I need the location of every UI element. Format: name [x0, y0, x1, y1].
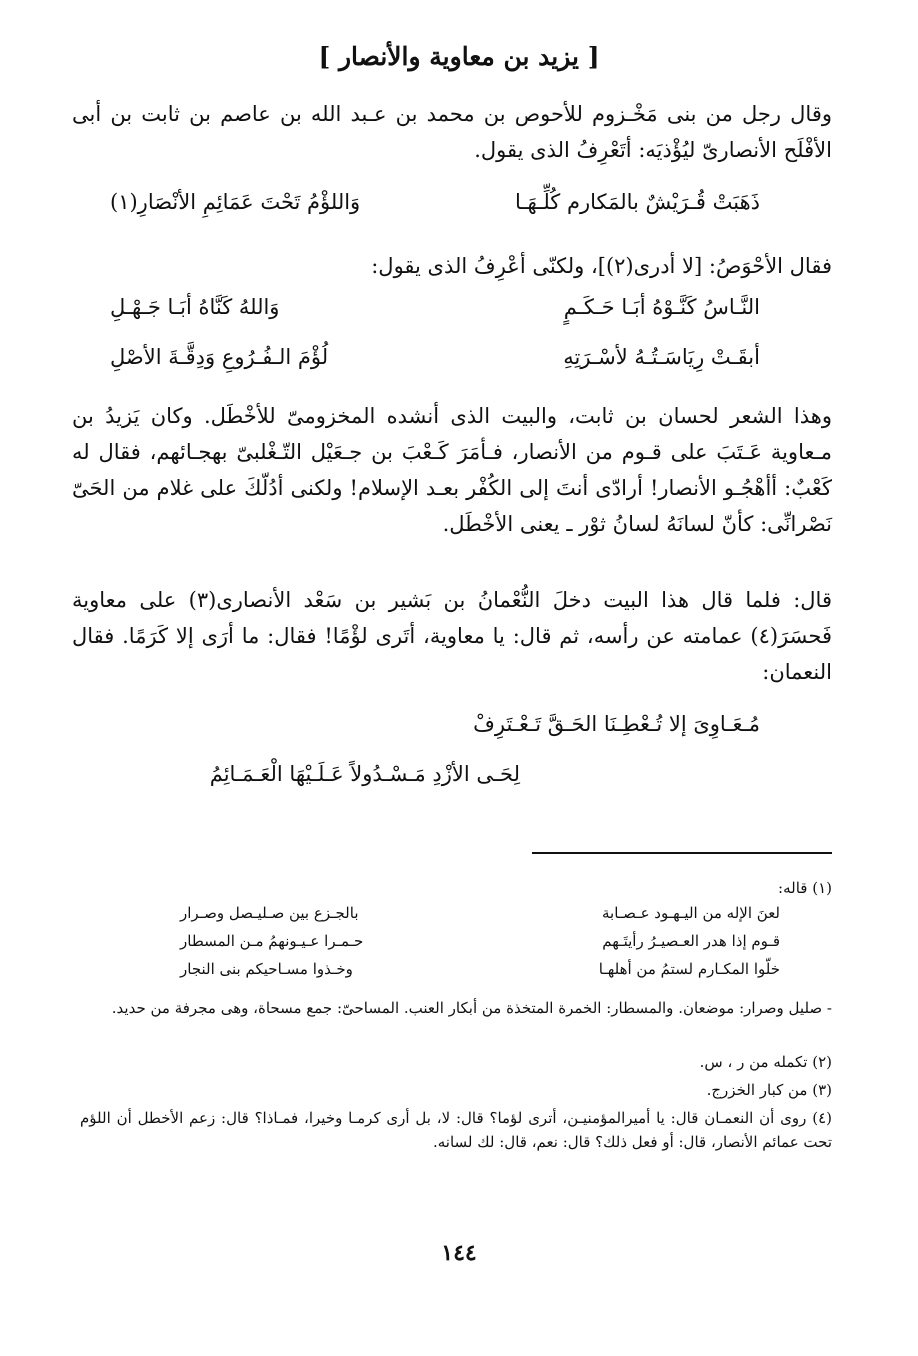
verse-5-second-hemistich: لِحَـى الأزْدِ مَـسْـدُولاً عَـلَـيْهَا الْعَـمَـائِمُ [209, 762, 520, 786]
footnote-1-intro: (١) قاله: [778, 879, 832, 897]
footnote-3: (٣) من كبار الخزرج. [706, 1081, 832, 1099]
footnote-verse-3 [180, 960, 780, 984]
page-number: ١٤٤ [441, 1240, 477, 1266]
footnote-verse-2 [180, 932, 780, 956]
footnote-verse-1-second: بالجـزع بين صـليـصل وصـرار [180, 904, 359, 922]
footnote-verse-2-first: قـوم إذا هدر العـصيـرُ رأيتَـهم [602, 932, 780, 950]
footnote-divider [532, 852, 832, 854]
footnote-verse-3-second: وخـذوا مسـاحيكم بنى النجار [180, 960, 353, 978]
verse-3 [110, 345, 760, 385]
verse-4-first-hemistich: مُـعَـاوِىَ إلا تُـعْطِـنَا الحَـقَّ تَـعْـتَرِفْ [473, 712, 760, 736]
paragraph-2: وهذا الشعر لحسان بن ثابت، والبيت الذى أنشده المخزومىّ للأخْطَل. وكان يَزيدُ بن مـعاوية عَـتَبَ على قـوم من الأنصار، فـأمَرَ كَـعْبَ بن جـعَيْل التّـغْلبىّ بهجـائهم، فقال له كَعْبٌ: أأهْجُـو الأنصار! أرادّى أنتَ إلى الكُفْر بعـد الإسلام! ولكنى أدُلّكَ على غلام من الحَىّ نَصْرانِّى: كأنّ لسانَهُ لسانُ ثوْر ـ يعنى الأخْطَل. [72, 404, 832, 536]
footnote-1-note: - صليل وصرار: موضعان. والمسطار: الخمرة المتخذة من أبكار العنب. المساحىّ: جمع مسحاة، وهى مجرفة من حديد. [111, 999, 832, 1017]
verse-3-first-hemistich: أبقَـتْ رِيَاسَـتُـهُ لأسْـرَتِهِ [563, 345, 760, 369]
footnote-verse-1-first: لعنَ الإله من اليـهـود عـصـابة [601, 904, 780, 922]
verse-5 [110, 762, 760, 802]
verse-1-first-hemistich: ذَهَبَتْ قُـرَيْشٌ بالمَكارم كُلِّـهَـا [514, 190, 760, 214]
verse-1-second-hemistich: وَاللؤْمُ تَحْتَ عَمَائِمِ الأنْصَارِ(١) [110, 190, 361, 214]
footnote-2: (٢) تكمله من ر ، س. [699, 1053, 832, 1071]
verse-2 [110, 295, 760, 335]
verse-4 [110, 712, 760, 752]
footnote-4: (٤) روى أن النعمـان قال: يا أميرالمؤمنيـن، أترى لؤما؟ قال: لا، بل أرى كرمـا وخيرا، فمـاذا؟ قال: زعم الأخطل أن اللؤم تحت عمائم الأنصار، قال: أو فعل ذلك؟ قال: نعم، قال: لك لسانه. [80, 1109, 833, 1151]
paragraph-3: قال: فلما قال هذا البيت دخلَ النُّعْمانُ بن بَشير بن سَعْد الأنصارى(٣) على معاوية فَحسَرَ(٤) عمامته عن رأسه، ثم قال: يا معاوية، أتَرى لؤْمًا! فقال: ما أرَى إلا كَرَمًا. فقال النعمان: [72, 588, 832, 684]
paragraph-1: وقال رجل من بنى مَخْـزوم للأحوص بن محمد بن عـبد الله بن عاصم بن ثابت بن أبى الأفْلَح الأنصارىّ ليُؤْذيَه: أتَعْرِفُ الذى يقول. [72, 102, 832, 162]
paragraph-ahwas-reply: فقال الأحْوَصُ: [لا أدرى(٢)]، ولكنّى أعْرِفُ الذى يقول: [371, 254, 832, 278]
footnote-verse-1 [180, 904, 780, 928]
verse-3-second-hemistich: لُؤْمَ الـفُـرُوعِ وَدِقَّـةَ الأصْلِ [110, 345, 329, 369]
footnote-verse-2-second: حـمـرا عـيـونهمُ مـن المسطار [180, 932, 364, 950]
footnote-verse-3-first: خلّوا المكـارم لستمُ من أهلهـا [598, 960, 780, 978]
verse-2-second-hemistich: وَاللهُ كَنَّاهُ أبَـا جَـهْـلِ [110, 295, 280, 319]
running-header: [ يزيد بن معاوية والأنصار ] [318, 42, 600, 71]
verse-1 [110, 190, 760, 230]
verse-2-first-hemistich: النَّـاسُ كَنَّـوْهُ أبَـا حَـكَـمٍ [563, 295, 760, 319]
